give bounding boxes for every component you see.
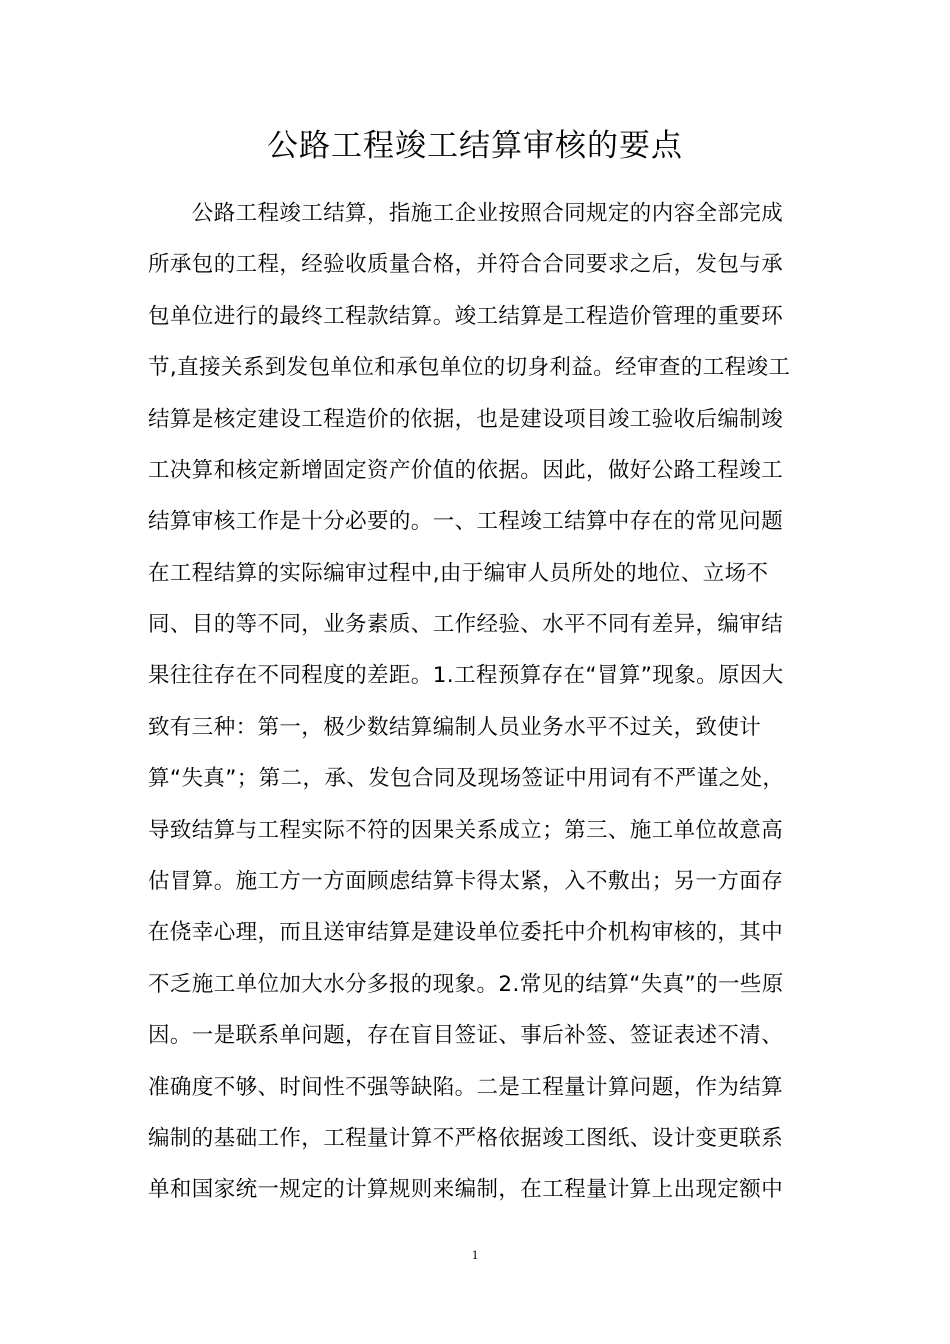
body-line: 算“失真”；第二，承、发包合同及现场签证中用词有不严谨之处， <box>148 766 785 791</box>
body-line: 同、目的等不同，业务素质、工作经验、水平不同有差异，编审结 <box>148 612 784 637</box>
body-line: 单和国家统一规定的计算规则来编制，在工程量计算上出现定额中 <box>148 1177 784 1202</box>
body-line: 包单位进行的最终工程款结算。竣工结算是工程造价管理的重要环 <box>148 304 784 329</box>
body-line: 不乏施工单位加大水分多报的现象。2.常见的结算“失真”的一些原 <box>148 972 784 997</box>
body-line: 估冒算。施工方一方面顾虑结算卡得太紧，入不敷出；另一方面存 <box>148 869 784 894</box>
body-line: 致有三种：第一，极少数结算编制人员业务水平不过关，致使计 <box>148 715 762 740</box>
body-line: 在侥幸心理，而且送审结算是建设单位委托中介机构审核的，其中 <box>148 920 784 945</box>
body-line: 编制的基础工作，工程量计算不严格依据竣工图纸、设计变更联系 <box>148 1126 784 1151</box>
body-line: 结算审核工作是十分必要的。一、工程竣工结算中存在的常见问题 <box>148 509 784 534</box>
body-line: 结算是核定建设工程造价的依据，也是建设项目竣工验收后编制竣 <box>148 407 784 432</box>
body-line: 准确度不够、时间性不强等缺陷。二是工程量计算问题，作为结算 <box>148 1075 784 1100</box>
body-line: 在工程结算的实际编审过程中,由于编审人员所处的地位、立场不 <box>148 561 769 586</box>
body-line: 所承包的工程，经验收质量合格，并符合合同要求之后，发包与承 <box>148 252 784 277</box>
body-line: 导致结算与工程实际不符的因果关系成立；第三、施工单位故意高 <box>148 818 784 843</box>
body-line: 因。一是联系单问题，存在盲目签证、事后补签、签证表述不清、 <box>148 1023 784 1048</box>
document-title: 公路工程竣工结算审核的要点 <box>267 128 683 164</box>
body-line: 公路工程竣工结算，指施工企业按照合同规定的内容全部完成 <box>148 201 784 226</box>
body-line: 果往往存在不同程度的差距。1.工程预算存在“冒算”现象。原因大 <box>148 663 784 688</box>
body-line: 节,直接关系到发包单位和承包单位的切身利益。经审查的工程竣工 <box>148 355 791 380</box>
page-number: 1 <box>471 1247 479 1262</box>
body-line: 工决算和核定新增固定资产价值的依据。因此，做好公路工程竣工 <box>148 458 784 483</box>
